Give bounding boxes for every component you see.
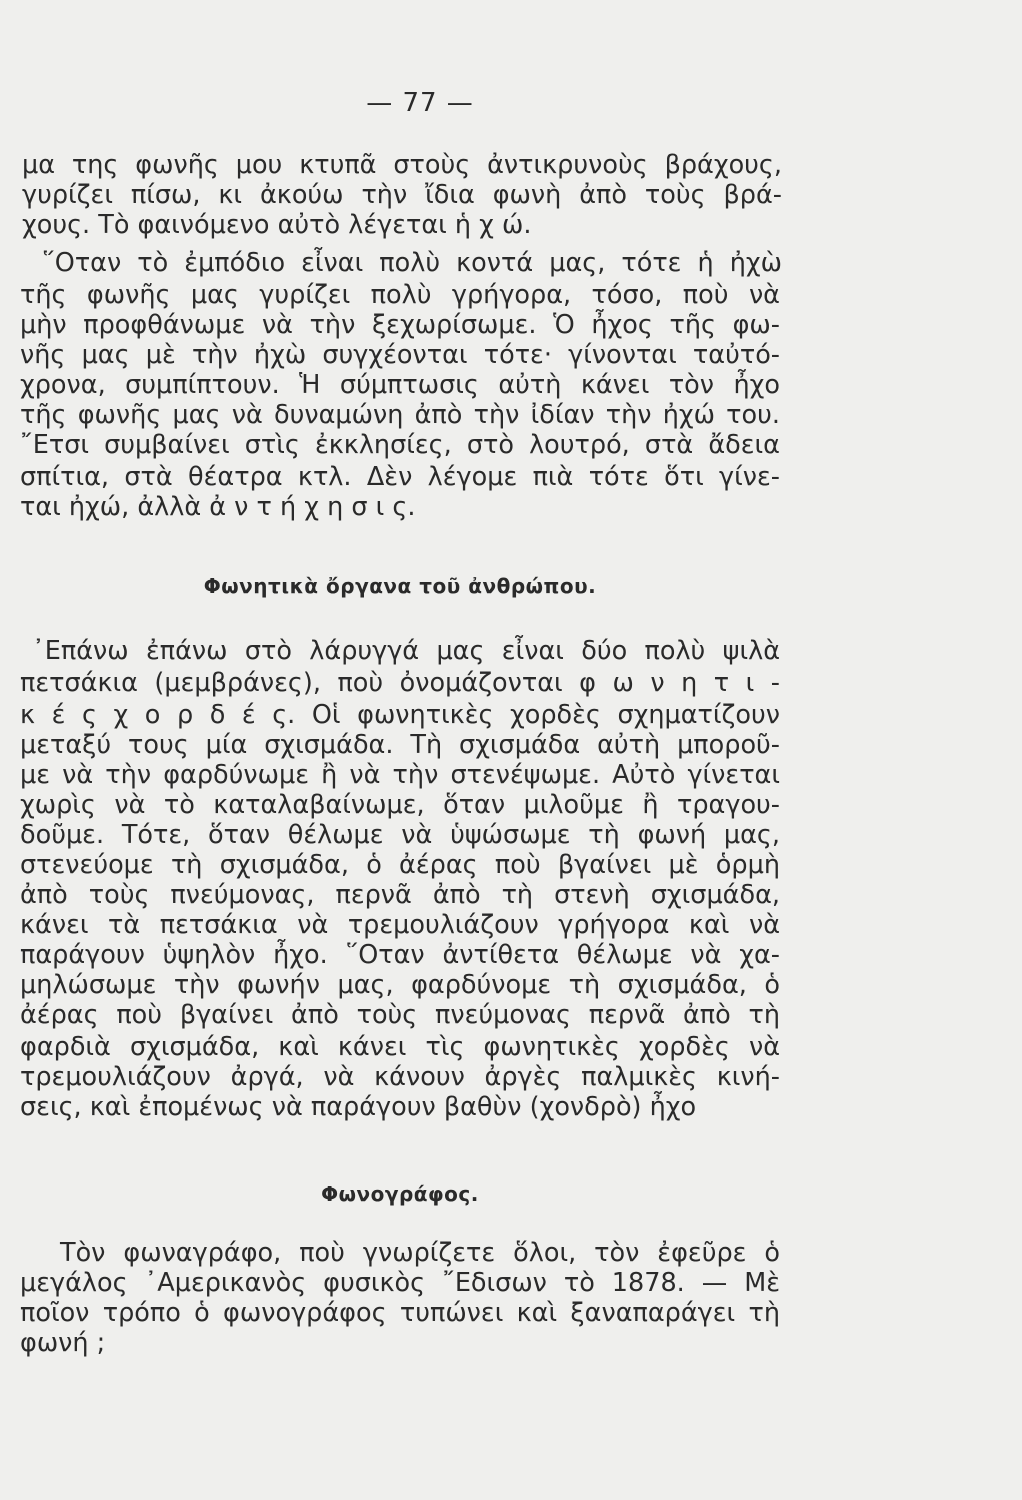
paragraph-line: μὴν προφθάνωμε νὰ τὴν ξεχωρίσωμε. Ὁ ἦχος τῆς φω- [20,310,780,340]
paragraph-line: φαρδιὰ σχισμάδα, καὶ κάνει τὶς φωνητικὲς χορδὲς νὰ [20,1032,780,1062]
paragraph-line: δοῦμε. Τότε, ὅταν θέλωμε νὰ ὑψώσωμε τὴ φωνή μας, [20,820,780,850]
paragraph-line: μεταξύ τους μία σχισμάδα. Τὴ σχισμάδα αὐτὴ μποροῦ- [20,730,780,760]
paragraph-line: πετσάκια (μεμβράνες), ποὺ ὀνομάζονται φ ω ν η τ ι - [20,668,780,698]
paragraph-line: παράγουν ὑψηλὸν ἦχο. ῞Οταν ἀντίθετα θέλωμε νὰ χα- [20,940,780,970]
paragraph-line: νῆς μας μὲ τὴν ἠχὼ συγχέονται τότε· γίνονται ταὐτό- [20,340,780,370]
paragraph-line: χωρὶς νὰ τὸ καταλαβαίνωμε, ὅταν μιλοῦμε ἢ τραγου- [20,790,780,820]
paragraph-line: τῆς φωνῆς μας γυρίζει πολὺ γρήγορα, τόσο, ποὺ νὰ [20,280,780,310]
paragraph-line: μα της φωνῆς μου κτυπᾶ στοὺς ἀντικρυνοὺς βράχους, [22,150,782,180]
paragraph-line: μηλώσωμε τὴν φωνήν μας, φαρδύνομε τὴ σχισμάδα, ὁ [20,970,780,1000]
paragraph-line: ται ἠχώ, ἀλλὰ ἀ ν τ ή χ η σ ι ς. [20,492,416,522]
paragraph-line: τρεμουλιάζουν ἀργά, νὰ κάνουν ἀργὲς παλμικὲς κινή- [20,1062,780,1092]
paragraph-line: στενεύομε τὴ σχισμάδα, ὁ ἀέρας ποὺ βγαίνει μὲ ὁρμὴ [20,850,780,880]
paragraph-line: ῞Οταν τὸ ἐμπόδιο εἶναι πολὺ κοντά μας, τότε ἡ ἠχὼ [42,248,782,278]
paragraph-line: μεγάλος ᾿Αμερικανὸς φυσικὸς ῎Εδισων τὸ 1878. — Μὲ [20,1268,780,1298]
paragraph-line: χρονα, συμπίπτουν. Ἡ σύμπτωσις αὐτὴ κάνει τὸν ἦχο [20,370,780,400]
paragraph-line: ἀπὸ τοὺς πνεύμονας, περνᾶ ἀπὸ τὴ στενὴ σχισμάδα, [20,880,780,910]
page-number: — 77 — [366,88,474,118]
paragraph-line: τῆς φωνῆς μας νὰ δυναμώνη ἀπὸ τὴν ἰδίαν τὴν ἠχώ του. [20,400,780,430]
paragraph-line: ἀέρας ποὺ βγαίνει ἀπὸ τοὺς πνεύμονας περνᾶ ἀπὸ τὴ [20,1000,780,1030]
paragraph-line: σπίτια, στὰ θέατρα κτλ. Δὲν λέγομε πιὰ τότε ὅτι γίνε- [20,462,780,492]
paragraph-line: κ έ ς χ ο ρ δ έ ς. Οἱ φωνητικὲς χορδὲς σχηματίζουν [20,700,780,730]
paragraph-line: ποῖον τρόπο ὁ φωνογράφος τυπώνει καὶ ξαναπαράγει τὴ [20,1298,780,1328]
section-heading: Φωνητικὰ ὄργανα τοῦ ἀνθρώπου. [203,574,597,598]
paragraph-line: γυρίζει πίσω, κι ἀκούω τὴν ἴδια φωνὴ ἀπὸ τοὺς βρά- [22,180,782,210]
section-heading: Φωνογράφος. [321,1182,479,1206]
paragraph-line: φωνή ; [20,1328,106,1358]
paragraph-line: χους. Τὸ φαινόμενο αὐτὸ λέγεται ἡ χ ώ. [22,210,532,240]
paragraph-line: ῎Ετσι συμβαίνει στὶς ἐκκλησίες, στὸ λουτρό, στὰ ἄδεια [20,430,780,460]
paragraph-line: Τὸν φωναγράφο, ποὺ γνωρίζετε ὅλοι, τὸν ἐφεῦρε ὁ [60,1238,780,1268]
paragraph-line: κάνει τὰ πετσάκια νὰ τρεμουλιάζουν γρήγορα καὶ νὰ [20,910,780,940]
paragraph-line: με νὰ τὴν φαρδύνωμε ἢ νὰ τὴν στενέψωμε. Αὐτὸ γίνεται [20,760,780,790]
paragraph-line: ᾿Επάνω ἐπάνω στὸ λάρυγγά μας εἶναι δύο πολὺ ψιλὰ [32,636,780,666]
paragraph-line: σεις, καὶ ἐπομένως νὰ παράγουν βαθὺν (χονδρὸ) ἦχο [20,1092,697,1122]
